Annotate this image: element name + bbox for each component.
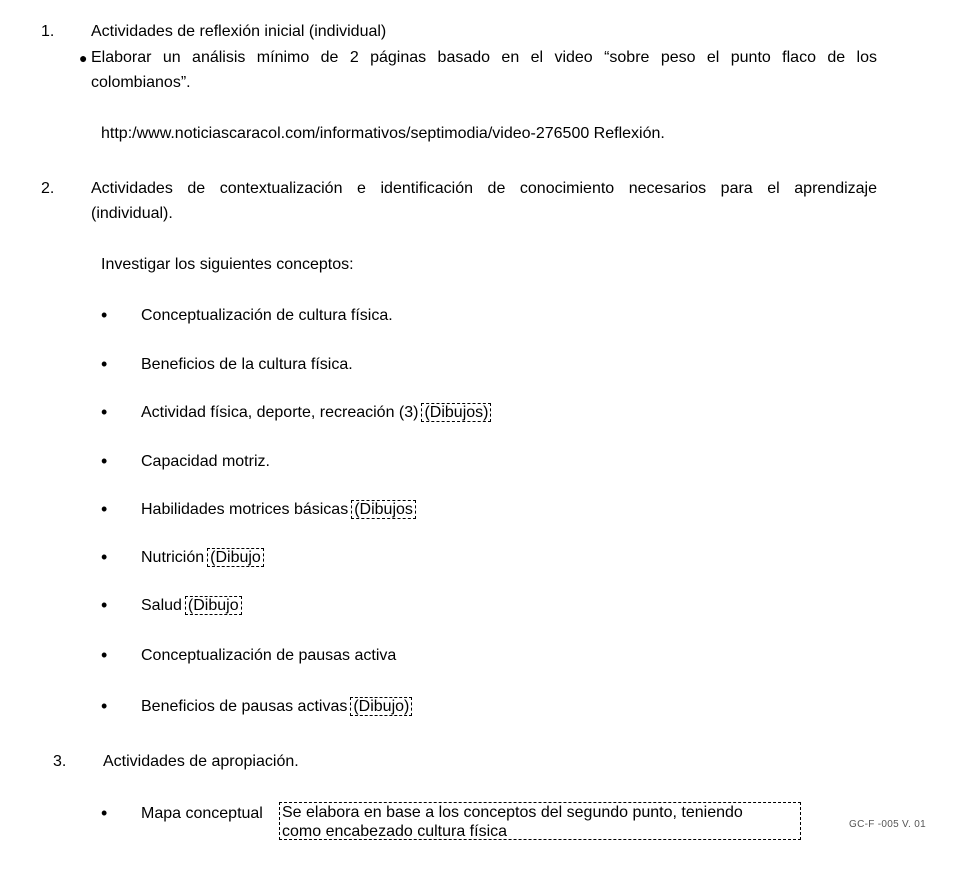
list-item (141, 500, 416, 520)
bullet-icon: • (101, 499, 108, 519)
bullet-icon: • (101, 305, 108, 325)
list-item-text: Capacidad motriz. (141, 453, 270, 470)
list-item (141, 646, 396, 666)
list-item-text: Conceptualización de cultura física. (141, 307, 393, 324)
bullet-icon: • (101, 451, 108, 471)
list-item-text: Actividad física, deporte, recreación (3) (141, 404, 419, 421)
concept-map-note-line-1: Se elabora en base a los conceptos del segundo punto, teniendo (282, 804, 743, 821)
bullet-icon: • (101, 803, 108, 823)
bullet-icon: • (101, 402, 108, 422)
section-1-bullet-line-2: colombianos”. (91, 74, 191, 91)
concept-map-note-line-2: como encabezado cultura física (282, 823, 508, 840)
list-item (141, 697, 412, 717)
section-1-number: 1. (41, 23, 55, 40)
list-item-text: Conceptualización de pausas activa (141, 647, 397, 664)
drawing-tag: (Dibujos) (421, 403, 491, 422)
list-item (141, 403, 491, 423)
bullet-icon: • (101, 696, 108, 716)
bullet-icon: • (101, 354, 108, 374)
bullet-icon: ● (79, 50, 88, 66)
list-item (141, 596, 242, 616)
section-3-title: Actividades de apropiación. (103, 753, 299, 770)
video-url: http:/www.noticiascaracol.com/informativos/septimodia/video-276500 Reflexión. (101, 125, 665, 142)
drawing-tag: (Dibujo) (350, 697, 412, 716)
section-3-number: 3. (53, 753, 67, 770)
section-2-intro: Investigar los siguientes conceptos: (101, 256, 354, 273)
bullet-icon: • (101, 645, 108, 665)
list-item-text: Beneficios de pausas activas (141, 698, 348, 715)
section-2-number: 2. (41, 180, 55, 197)
list-item (141, 355, 353, 375)
section-1-title: Actividades de reflexión inicial (individual) (91, 23, 387, 40)
bullet-icon: • (101, 547, 108, 567)
section-2-title-line-2: (individual). (91, 205, 173, 222)
drawing-tag: (Dibujos (351, 500, 416, 519)
list-item-text: Salud (141, 597, 182, 614)
list-item (141, 452, 270, 472)
bullet-icon: • (101, 595, 108, 615)
list-item-text: Habilidades motrices básicas (141, 501, 349, 518)
list-item-text: Nutrición (141, 549, 205, 566)
drawing-tag: (Dibujo (185, 596, 242, 615)
list-item (141, 548, 264, 568)
map-label: Mapa conceptual (141, 805, 263, 822)
drawing-tag: (Dibujo (207, 548, 264, 567)
concept-map-note (279, 802, 801, 840)
document-code: GC-F -005 V. 01 (849, 819, 926, 830)
list-item (141, 306, 393, 326)
section-2-title-line-1: Actividades de contextualización e identificación de conocimiento necesarios para el aprendizaje (91, 180, 877, 197)
section-1-bullet-line-1: Elaborar un análisis mínimo de 2 páginas basado en el video “sobre peso el punto flaco de los (91, 49, 877, 66)
list-item-text: Beneficios de la cultura física. (141, 356, 353, 373)
